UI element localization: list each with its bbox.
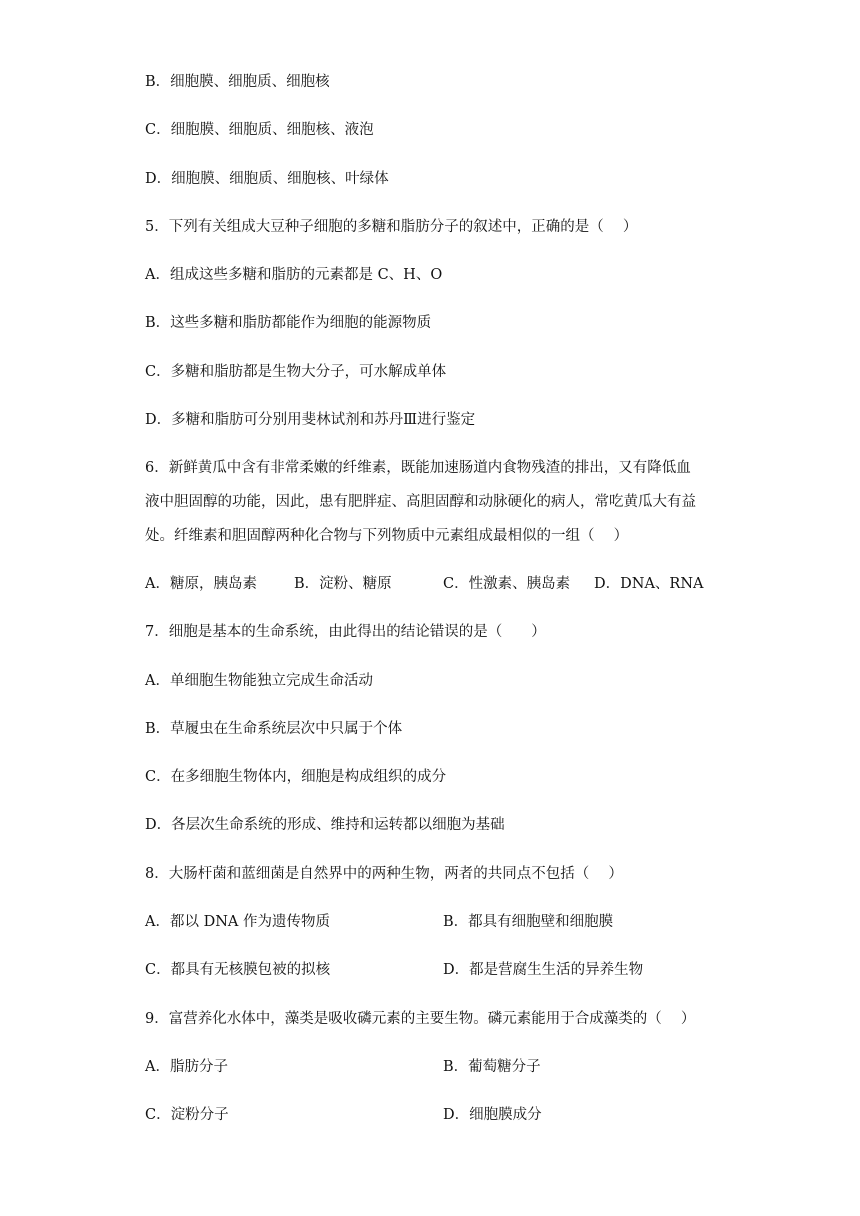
q6-option-b: B．淀粉、糖原 bbox=[294, 576, 392, 592]
q6-option-c: C．性激素、胰岛素 bbox=[443, 576, 571, 592]
q5-option-d: D．多糖和脂肪可分别用斐林试剂和苏丹Ⅲ进行鉴定 bbox=[145, 412, 476, 428]
q6-option-a: A．糖原，胰岛素 bbox=[145, 576, 257, 592]
q6-stem-line1: 6．新鲜黄瓜中含有非常柔嫩的纤维素，既能加速肠道内食物残渣的排出，又有降低血 bbox=[145, 460, 691, 476]
q6-stem-line3: 处。纤维素和胆固醇两种化合物与下列物质中元素组成最相似的一组（ ） bbox=[145, 528, 629, 544]
q8-option-d: D．都是营腐生生活的异养生物 bbox=[443, 962, 644, 978]
q6-stem-line2: 液中胆固醇的功能，因此，患有肥胖症、高胆固醇和动脉硬化的病人，常吃黄瓜大有益 bbox=[145, 494, 696, 510]
q9-option-d: D．细胞膜成分 bbox=[443, 1107, 542, 1123]
q9-option-c: C．淀粉分子 bbox=[145, 1107, 229, 1123]
q7-option-c: C．在多细胞生物体内，细胞是构成组织的成分 bbox=[145, 769, 447, 785]
q7-option-d: D．各层次生命系统的形成、维持和运转都以细胞为基础 bbox=[145, 817, 505, 833]
q7-stem: 7．细胞是基本的生命系统，由此得出的结论错误的是（ ） bbox=[145, 624, 546, 640]
q8-option-b: B．都具有细胞壁和细胞膜 bbox=[443, 914, 614, 930]
q8-option-a: A．都以 DNA 作为遗传物质 bbox=[145, 914, 330, 930]
q5-option-a: A．组成这些多糖和脂肪的元素都是 C、H、O bbox=[145, 267, 443, 283]
q4-option-b: B．细胞膜、细胞质、细胞核 bbox=[145, 74, 330, 90]
q7-option-a: A．单细胞生物能独立完成生命活动 bbox=[145, 673, 373, 689]
q4-option-d: D．细胞膜、细胞质、细胞核、叶绿体 bbox=[145, 171, 389, 187]
q5-stem: 5．下列有关组成大豆种子细胞的多糖和脂肪分子的叙述中，正确的是（ ） bbox=[145, 219, 638, 235]
q8-stem: 8．大肠杆菌和蓝细菌是自然界中的两种生物，两者的共同点不包括（ ） bbox=[145, 866, 623, 882]
q5-option-b: B．这些多糖和脂肪都能作为细胞的能源物质 bbox=[145, 315, 432, 331]
q9-option-b: B．葡萄糖分子 bbox=[443, 1059, 541, 1075]
q9-stem: 9．富营养化水体中，藻类是吸收磷元素的主要生物。磷元素能用于合成藻类的（ ） bbox=[145, 1011, 696, 1027]
q6-option-d: D．DNA、RNA bbox=[594, 576, 704, 592]
q8-option-c: C．都具有无核膜包被的拟核 bbox=[145, 962, 331, 978]
q5-option-c: C．多糖和脂肪都是生物大分子，可水解成单体 bbox=[145, 364, 447, 380]
q7-option-b: B．草履虫在生命系统层次中只属于个体 bbox=[145, 721, 403, 737]
q9-option-a: A．脂肪分子 bbox=[145, 1059, 228, 1075]
q4-option-c: C．细胞膜、细胞质、细胞核、液泡 bbox=[145, 122, 374, 138]
